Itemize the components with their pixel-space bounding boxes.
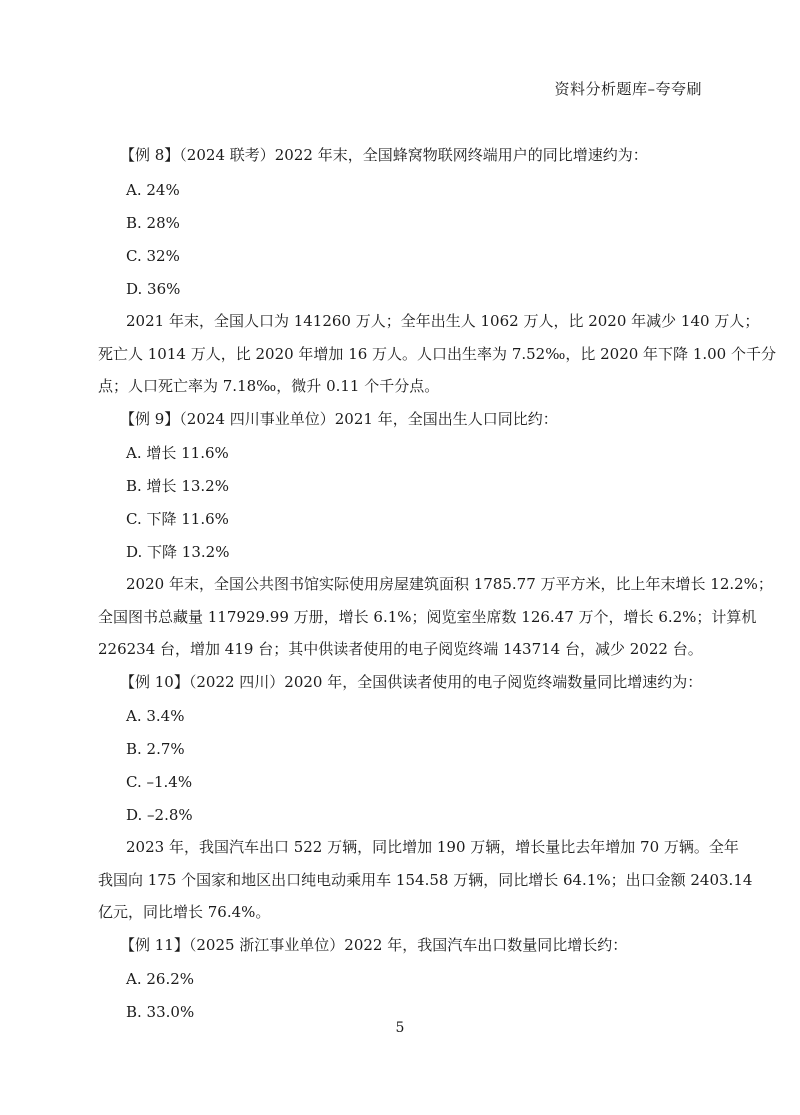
question-11-stem: 【例 11】（2025 浙江事业单位）2022 年，我国汽车出口数量同比增长约： [120,936,628,954]
question-10-stem: 【例 10】（2022 四川）2020 年，全国供读者使用的电子阅览终端数量同比增速约为： [120,673,703,691]
library-paragraph-line-1: 2020 年末，全国公共图书馆实际使用房屋建筑面积 1785.77 万平方米，比上年末增长 12.2%； [126,575,773,593]
page-number: 5 [395,1020,405,1036]
library-paragraph-line-2: 全国图书总藏量 117929.99 万册，增长 6.1%；阅览室坐席数 126.47 万个，增长 6.2%；计算机 [98,608,757,626]
question-10-option-b: B. 2.7% [126,740,185,758]
auto-export-paragraph-line-1: 2023 年，我国汽车出口 522 万辆，同比增加 190 万辆，增长量比去年增加 70 万辆。全年 [126,838,739,856]
question-11-option-a: A. 26.2% [126,970,195,988]
question-9-option-a: A. 增长 11.6% [126,444,229,462]
question-10-option-d: D. –2.8% [126,806,193,824]
auto-export-paragraph-line-3: 亿元，同比增长 76.4%。 [98,903,271,921]
question-9-stem: 【例 9】（2024 四川事业单位）2021 年，全国出生人口同比约： [120,410,558,428]
question-9-option-d: D. 下降 13.2% [126,543,230,561]
question-8-option-a: A. 24% [126,181,180,199]
library-paragraph-line-3: 226234 台，增加 419 台；其中供读者使用的电子阅览终端 143714 台，减少 2022 台。 [98,640,703,658]
population-paragraph-line-3: 点；人口死亡率为 7.18‰，微升 0.11 个千分点。 [98,377,440,395]
auto-export-paragraph-line-2: 我国向 175 个国家和地区出口纯电动乘用车 154.58 万辆，同比增长 64.1%；出口金额 2403.14 [98,871,753,889]
question-11-option-b: B. 33.0% [126,1003,195,1021]
question-8-option-d: D. 36% [126,280,181,298]
population-paragraph-line-2: 死亡人 1014 万人，比 2020 年增加 16 万人。人口出生率为 7.52‰，比 2020 年下降 1.00 个千分 [98,345,776,363]
question-10-option-a: A. 3.4% [126,707,185,725]
question-8-stem: 【例 8】（2024 联考）2022 年末，全国蜂窝物联网终端用户的同比增速约为： [120,146,648,164]
question-8-option-b: B. 28% [126,214,180,232]
page-header: 资料分析题库–夸夸刷 [554,80,702,98]
population-paragraph-line-1: 2021 年末，全国人口为 141260 万人；全年出生人 1062 万人，比 2020 年减少 140 万人； [126,312,760,330]
question-10-option-c: C. –1.4% [126,773,193,791]
question-9-option-b: B. 增长 13.2% [126,477,229,495]
question-8-option-c: C. 32% [126,247,180,265]
question-9-option-c: C. 下降 11.6% [126,510,229,528]
